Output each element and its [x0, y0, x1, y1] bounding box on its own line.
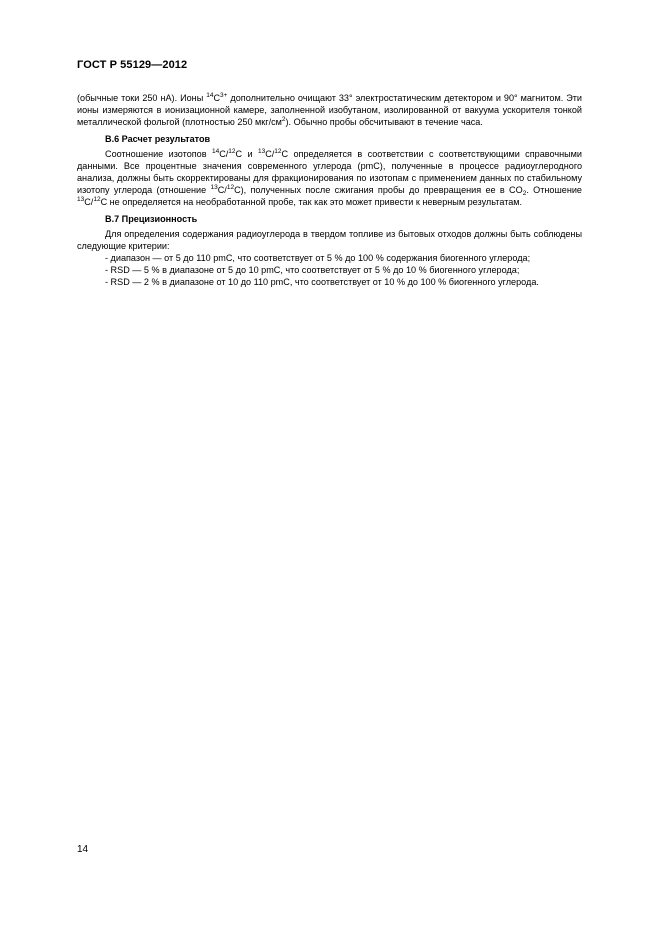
text-run: C), полученных после сжигания пробы до превращения ее в CO — [234, 185, 523, 195]
text-run: дополнительно очищают 33° электростатическим детектором и 90° магнитом. Эти ионы измеряются в ионизационной камере, заполненной изобутаном, изолированной от вакуума ускорителя тонкой металлической фольгой (плотностью 250 мкг/см — [77, 93, 582, 127]
text-run: C — [213, 93, 221, 103]
text-run: C/ — [265, 149, 275, 159]
superscript: 12 — [274, 148, 282, 155]
superscript: 12 — [93, 196, 101, 203]
superscript: 3+ — [220, 92, 228, 99]
criteria-list-item: - RSD — 5 % в диапазоне от 5 до 10 pmC, что соответствует от 5 % до 10 % биогенного углерода; — [105, 265, 520, 275]
text-run: C и — [235, 149, 258, 159]
text-run: C определяется в соответствии с соответствующими справочными данными. Все процентные значения современного углерода (pmC), полученные в процессе радиоуглеродного анализа, должны быть скорректированы для фракционирования по изотопам с применением данных по стабильному изотопу углерода (отношение — [77, 149, 582, 195]
superscript: 12 — [228, 148, 236, 155]
superscript: 13 — [77, 196, 85, 203]
superscript: 2 — [281, 116, 286, 123]
page-number: 14 — [77, 844, 89, 855]
superscript: 14 — [211, 148, 220, 155]
text-run: C/ — [219, 149, 229, 159]
section-b7-intro: Для определения содержания радиоуглерода в твердом топливе из бытовых отходов должны быть соблюдены следующие критерии: — [77, 229, 582, 251]
text-run: . Отношение — [526, 185, 582, 195]
section-b6-heading: В.6 Расчет результатов — [105, 134, 211, 144]
superscript: 13 — [210, 184, 218, 191]
text-run: C не определяется на необработанной пробе, так как это может привести к неверным результатам. — [100, 197, 523, 207]
superscript: 14 — [206, 92, 214, 99]
text-run: ). Обычно пробы обсчитывают в течение часа. — [285, 117, 483, 127]
text-run: Соотношение изотопов — [105, 149, 212, 159]
intro-paragraph — [77, 92, 582, 128]
section-b6-paragraph — [77, 148, 582, 208]
text-run: C/ — [217, 185, 227, 195]
criteria-list-item: - RSD — 2 % в диапазоне от 10 до 110 pmC, что соответствует от 10 % до 100 % биогенного углерода. — [105, 277, 539, 287]
subscript: 2 — [522, 190, 527, 197]
superscript: 13 — [257, 148, 266, 155]
text-run: (обычные токи 250 нА). Ионы — [77, 93, 207, 103]
document-header: ГОСТ Р 55129—2012 — [77, 59, 188, 71]
document-body — [77, 92, 582, 288]
superscript: 12 — [226, 184, 235, 191]
criteria-list-item: - диапазон — от 5 до 110 pmC, что соответствует от 5 % до 100 % содержания биогенного углерода; — [105, 253, 531, 263]
section-b7-heading: В.7 Прецизионность — [105, 214, 198, 224]
text-run: C/ — [84, 197, 94, 207]
